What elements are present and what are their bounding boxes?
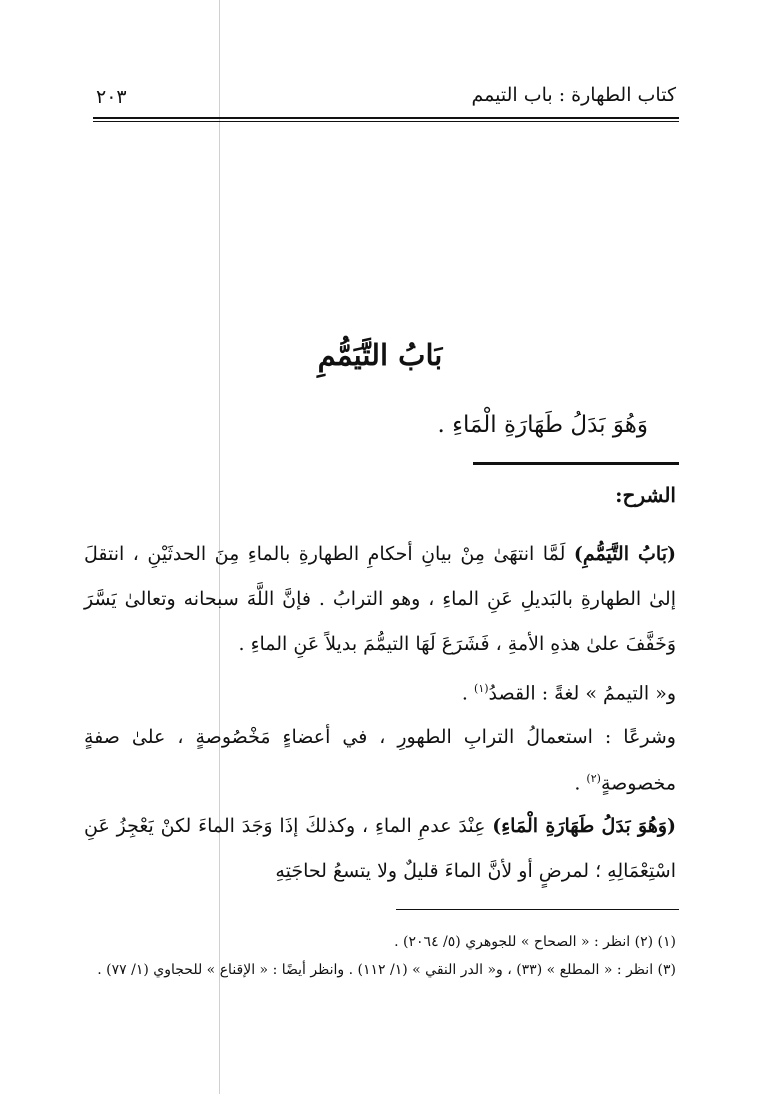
paragraph-3 [84, 716, 676, 804]
footnote-1: (١) (٢) انظر : « الصحاح » للجوهري (٥/ ٢٠٦٤) . [394, 934, 676, 950]
page-number: ٢٠٣ [96, 86, 127, 108]
paragraph-3-end: . [574, 772, 587, 795]
paragraph-1-body: لَمَّا انتهَىٰ مِنْ بيانِ أحكامِ الطهارةِ بالماءِ مِنَ الحدثَيْنِ ، انتقلَ إلىٰ الطهارةِ بالبَديلِ عَنِ الماءِ ، وهو الترابُ . فإنَّ اللَّهَ سبحانه وتعالىٰ يَسَّرَ وَخَفَّفَ علىٰ هذهِ الأمةِ ، فَشَرَعَ لَهَا التيمُّمَ بديلاً عَنِ الماءِ . [84, 543, 676, 655]
running-header-title: كتاب الطهارة : باب التيمم [471, 84, 676, 106]
paragraph-2-end: . [461, 682, 475, 705]
paragraph-4-heading: (وَهُوَ بَدَلُ طَهَارَةِ الْمَاءِ) [492, 815, 677, 837]
chapter-title: بَابُ التَّيَمُّمِ [317, 338, 443, 372]
paragraph-1-heading: (بَابُ التَّيَمُّمِ) [573, 543, 676, 565]
commentary-label: الشرح: [615, 483, 676, 507]
footnote-ref-2: (٢) [586, 772, 601, 785]
paragraph-1 [84, 532, 676, 667]
footnote-2: (٣) انظر : « المطلع » (٣٣) ، و« الدر النقي » (١/ ١١٢) . وانظر أيضًا : « الإقناع » للحجاوي (١/ ٧٧) . [97, 962, 676, 978]
matn-divider [473, 462, 679, 465]
footnote-divider [396, 909, 679, 910]
footnotes [84, 928, 676, 984]
paragraph-4 [84, 804, 676, 894]
paragraph-3-body: وشرعًا : استعمالُ الترابِ الطهورِ ، في أعضاءٍ مَخْصُوصةٍ ، علىٰ صفةٍ مخصوصةٍ [84, 726, 676, 795]
matn-text: وَهُوَ بَدَلُ طَهَارَةِ الْمَاءِ . [437, 412, 648, 438]
footnote-ref-1: (١) [474, 682, 489, 695]
header-rule [93, 117, 679, 119]
paragraph-4-body: عِنْدَ عدمِ الماءِ ، وكذلكَ إذَا وَجَدَ الماءَ لكنْ يَعْجِزُ عَنِ اسْتِعْمَالِهِ ؛ لمرضٍ أو لأنَّ الماءَ قليلٌ ولا يتسعُ لحاجَتِهِ [84, 815, 676, 882]
paragraph-2-body: و« التيممُ » لغةً : القصدُ [488, 682, 676, 705]
header-rule-thin [93, 121, 679, 122]
paragraph-2 [84, 666, 676, 716]
